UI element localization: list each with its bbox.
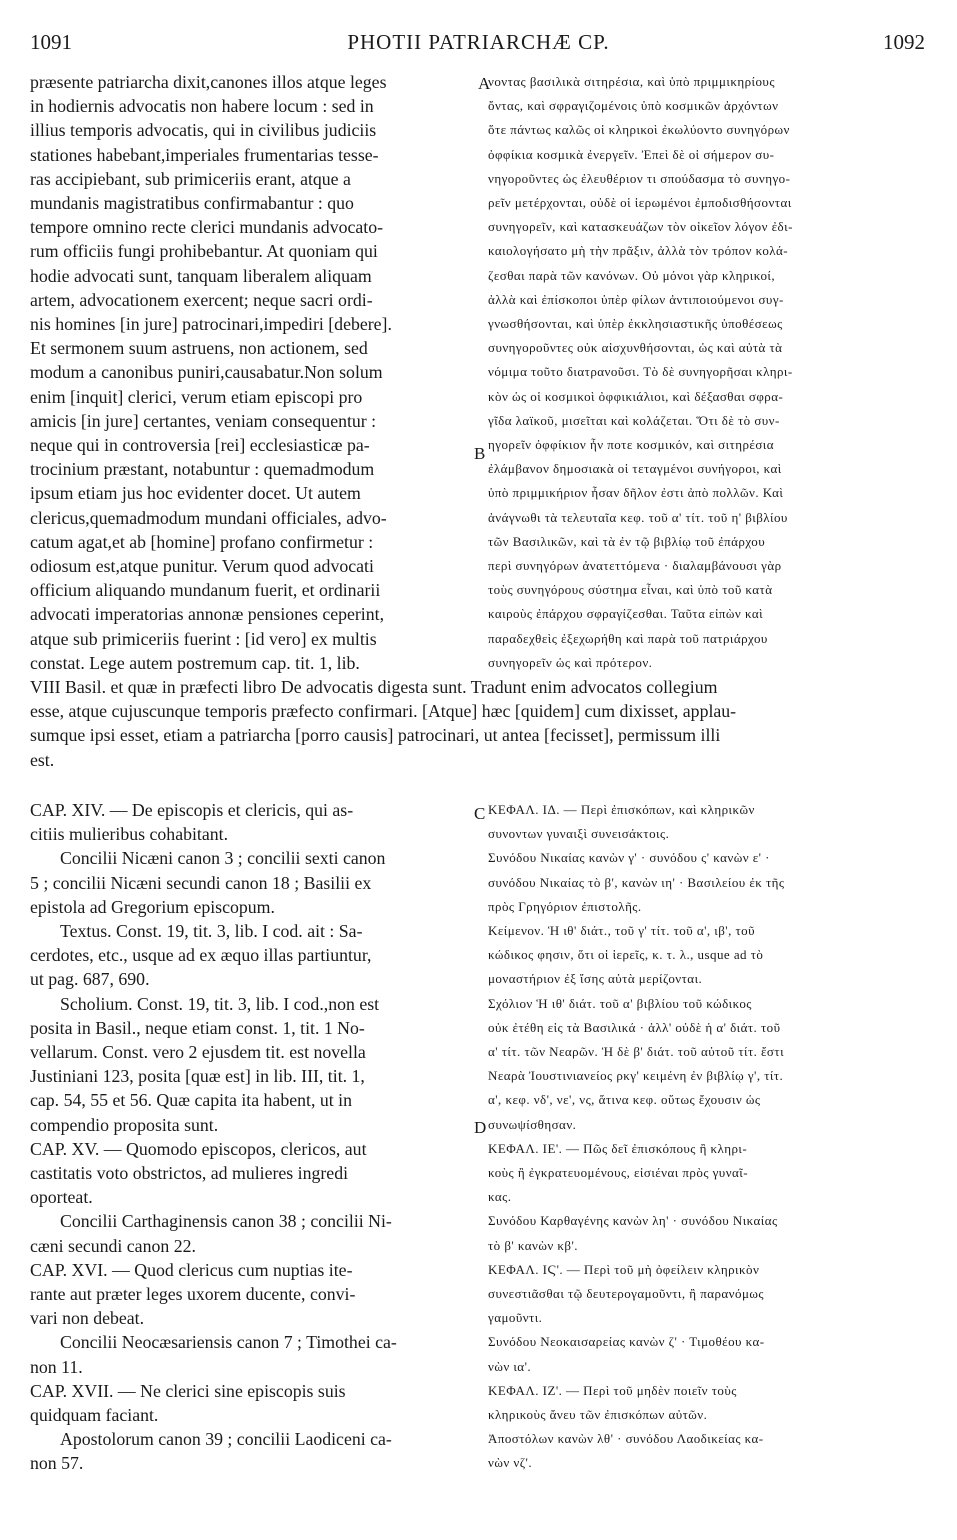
latin-text-line: Scholium. Const. 19, tit. 3, lib. I cod.,non est — [60, 993, 380, 1014]
latin-text-line: mundanis magistratibus confirmabantur : quo — [30, 193, 354, 214]
greek-text-line: γνωσθήσονται, καὶ ὑπὲρ ἐκκλησιαστικῆς ὑποθέσεως — [488, 316, 783, 332]
latin-text-line: 5 ; concilii Nicæni secundi canon 18 ; Basilii ex — [30, 872, 372, 893]
greek-text-line: Συνόδου Καρθαγένης κανὼν λη' · συνόδου Νικαίας — [488, 1213, 778, 1229]
greek-text-line: τὸ β' κανὼν κβ'. — [488, 1237, 578, 1253]
greek-text-line: παραδεχθεὶς ἐξεχωρήθη καὶ παρὰ τοῦ πατριάρχου — [488, 630, 768, 646]
latin-text-line: citiis mulieribus cohabitant. — [30, 824, 229, 845]
latin-text-line: in hodiernis advocatis non habere locum : sed in — [30, 96, 374, 117]
latin-text-line: vellarum. Const. vero 2 ejusdem tit. est novella — [30, 1042, 366, 1063]
latin-text-line: rante aut præter leges uxorem ducente, convi- — [30, 1284, 356, 1305]
latin-text-line: non 11. — [30, 1356, 83, 1377]
greek-text-line: συνόδου Νικαίας τὸ β', κανὼν ιη' · Βασιλείου ἐκ τῆς — [488, 874, 785, 890]
greek-text-line: ΚΕΦΑΛ. ΙΖ'. — Περὶ τοῦ μηδὲν ποιεῖν τοὺς — [488, 1382, 737, 1398]
greek-text-line: ὄντας, καὶ σφραγιζομένοις ὑπὸ κοσμικῶν ἀρχόντων — [488, 98, 779, 114]
greek-text-line: ΚΕΦΑΛ. ΙΕ'. — Πῶς δεῖ ἐπισκόπους ἢ κληρι- — [488, 1140, 748, 1156]
latin-text-line: ras accipiebant, sub primiceriis erant, atque a — [30, 168, 351, 189]
latin-text-line: præsente patriarcha dixit,canones illos atque leges — [30, 72, 387, 92]
greek-text-line: Σχόλιον Ἡ ιθ' διάτ. τοῦ α' βιβλίου τοῦ κώδικος — [488, 995, 752, 1011]
latin-text-line: modum a canonibus puniri,causabatur.Non solum — [30, 362, 383, 383]
greek-text-line: ΚΕΦΑΛ. ΙΔ. — Περὶ ἐπισκόπων, καὶ κληρικῶν — [488, 802, 755, 817]
latin-text-line: oporteat. — [30, 1187, 93, 1208]
greek-text-line: τοὺς συνηγόρους σύστημα εἶναι, καὶ ὑπὸ τοῦ κατὰ — [488, 582, 773, 598]
latin-text-line: quidquam faciant. — [30, 1405, 159, 1426]
latin-column-bottom — [30, 798, 475, 1476]
greek-text-line: ὑπὸ πριμμικήριον ἦσαν δῆλον ἐστι ἀπὸ πολλῶν. Καὶ — [488, 485, 784, 501]
paragraph-text-line: VIII Basil. et quæ in præfecti libro De advocatis digesta sunt. Tradunt enim advocatos collegium — [30, 677, 718, 697]
paragraph-text-line: est. — [30, 749, 55, 770]
latin-text-line: non 57. — [30, 1453, 84, 1474]
greek-text-line: νόμιμα τοῦτο διατρανοῦσι. Τὸ δὲ συνηγορῆσαι κληρι- — [488, 364, 793, 380]
latin-text-line: rum officiis fungi prohibebantur. At quoniam qui — [30, 241, 378, 262]
latin-text-line: artem, advocationem exercent; neque sacri ordi- — [30, 289, 373, 310]
greek-text-line: νηγοροῦντες ὡς ἐλευθέριον τι σπούδασμα τὸ συνηγο- — [488, 170, 791, 186]
greek-text-line: καιροὺς ἐπάρχου σφραγίζεσθαι. Ταῦτα εἰπὼν καὶ — [488, 606, 764, 622]
greek-text-line: ΚΕΦΑΛ. ΙϚ'. — Περὶ τοῦ μὴ ὀφείλειν κληρικὸν — [488, 1261, 760, 1277]
greek-text-line: Ἀποστόλων κανὼν λθ' · συνόδου Λαοδικείας κα- — [488, 1431, 764, 1447]
latin-text-line: odiosum est,atque punitur. Verum quod advocati — [30, 556, 374, 577]
latin-text-line: CAP. XV. — Quomodo episcopos, clericos, aut — [30, 1138, 367, 1159]
latin-text-line: compendio proposita sunt. — [30, 1114, 219, 1135]
latin-text-line: neque qui in controversia [rei] ecclesiasticæ pa- — [30, 435, 370, 456]
greek-text-line: Συνόδου Νεοκαισαρείας κανὼν ζ' · Τιμοθέου κα- — [488, 1334, 765, 1350]
latin-text-line: Textus. Const. 19, tit. 3, lib. I cod. ait : Sa- — [60, 921, 363, 942]
greek-text-line: ζεσθαι παρὰ τῶν κανόνων. Οὐ μόνοι γὰρ κληρικοί, — [488, 267, 776, 283]
greek-text-line: γαμοῦντι. — [488, 1310, 543, 1326]
margin-marker-a: A — [478, 74, 491, 93]
greek-text-line: συνεστιᾶσθαι τῷ δευτερογαμοῦντι, ἢ παρανόμως — [488, 1286, 764, 1302]
latin-text-line: cæni secundi canon 22. — [30, 1235, 196, 1256]
latin-text-line: trocinium præstant, notabuntur : quemadmodum — [30, 459, 375, 480]
greek-text-line: συνηγορεῖν ὡς καὶ πρότερον. — [488, 654, 653, 670]
margin-marker-c: C — [474, 804, 486, 823]
greek-text-line: νὼν νζ'. — [488, 1455, 533, 1471]
latin-text-line: catum agat,et ab [homine] profano confirmetur : — [30, 531, 374, 552]
greek-text-line: κληρικοὺς ἄνευ τῶν ἐπισκόπων αὐτῶν. — [488, 1407, 708, 1423]
latin-text-line: cap. 54, 55 et 56. Quæ capita ita habent, ut in — [30, 1090, 352, 1111]
greek-text-line: α', κεφ. νδ', νε', νς, ἅτινα κεφ. οὕτως ἔχουσιν ὡς — [488, 1092, 761, 1108]
latin-text-line: hodie advocati sunt, tanquam liberalem aliquam — [30, 265, 372, 286]
greek-text-line: ὅτε πάντως καλῶς οἱ κληρικοὶ ἐκωλύοντο συνηγόρων — [488, 122, 790, 138]
greek-text-line: καιολογήσατο μὴ τὴν πρᾶξιν, ἀλλὰ τὸν τρόπον κολά- — [488, 243, 789, 259]
latin-text-line: advocati imperatorias annonæ pensiones ceperint, — [30, 604, 385, 625]
greek-text-line: περὶ συνηγόρων ἀνατεττόμενα · διαλαμβάνουσι γὰρ — [488, 558, 782, 574]
latin-text-line: Concilii Nicæni canon 3 ; concilii sexti canon — [60, 848, 386, 869]
greek-text-line: νοντας βασιλικὰ σιτηρέσια, καὶ ὑπὸ πριμμικηρίους — [488, 74, 775, 89]
greek-text-line: τῶν Βασιλικῶν, καὶ τὰ ἐν τῷ βιβλίῳ τοῦ ἐπάρχου — [488, 533, 766, 549]
left-page-number: 1091 — [30, 30, 72, 54]
greek-text-line: ἀνάγνωθι τὰ τελευταῖα κεφ. τοῦ α' τίτ. τοῦ η' βιβλίου — [488, 509, 788, 525]
margin-marker-d: D — [474, 1118, 487, 1137]
latin-text-line: enim [inquit] clerici, verum etiam episcopi pro — [30, 386, 363, 407]
greek-column-bottom — [488, 798, 928, 1476]
latin-text-line: epistola ad Gregorium episcopum. — [30, 896, 275, 917]
latin-text-line: posita in Basil., neque etiam const. 1, tit. 1 No- — [30, 1017, 365, 1038]
greek-text-line: ἀλλὰ καὶ ἐπίσκοποι ὑπὲρ φίλων ἀντιποιούμενοι συγ- — [488, 291, 784, 307]
latin-text-line: Et sermonem suum astruens, non actionem, sed — [30, 338, 368, 359]
right-page-number: 1092 — [883, 30, 925, 54]
latin-text-line: castitatis voto obstrictos, ad mulieres ingredi — [30, 1163, 349, 1184]
latin-text-line: CAP. XVII. — Ne clerici sine episcopis suis — [30, 1380, 346, 1401]
greek-text-line: συνηγορεῖν, καὶ κατασκευάζων τὸν οἰκεῖον λόγον ἐδι- — [488, 219, 793, 235]
latin-text-line: illius temporis advocatis, qui in civilibus judiciis — [30, 120, 377, 141]
greek-text-line: κας. — [488, 1189, 512, 1205]
greek-text-line: συνοντων γυναιξὶ συνεισάκτοις. — [488, 826, 670, 842]
greek-text-line: ὀφφίκια κοσμικὰ ἐνεργεῖν. Ἐπεὶ δὲ οἱ σήμερον συ- — [488, 146, 775, 162]
greek-text-line: γῖδα λαϊκοῦ, μισεῖται καὶ κολάζεται. Ὅτι δὲ τὸ συν- — [488, 412, 780, 428]
paragraph-text-line: esse, atque cujuscunque temporis præfecto confirmari. [Atque] hæc [quidem] cum dixisset, applau- — [30, 701, 737, 722]
greek-column-top — [488, 70, 928, 675]
greek-text-line: ηγορεῖν ὀφφίκιον ἦν ποτε κοσμικόν, καὶ σιτηρέσια — [488, 437, 774, 453]
latin-text-line: Concilii Neocæsariensis canon 7 ; Timothei ca- — [60, 1332, 397, 1353]
latin-text-line: stationes habebant,imperiales frumentarias tesse- — [30, 144, 379, 165]
greek-text-line: συνωψίσθησαν. — [488, 1116, 577, 1132]
latin-text-line: vari non debeat. — [30, 1308, 145, 1329]
latin-text-line: CAP. XIV. — De episcopis et clericis, qui as- — [30, 800, 354, 820]
greek-text-line: κώδικος φησιν, ὅτι οἱ ἱερεῖς, κ. τ. λ., usque ad τὸ — [488, 947, 764, 963]
latin-text-line: amicis [in jure] certantes, veniam consequentur : — [30, 410, 377, 431]
greek-text-line: μοναστήριον ἐξ ἴσης αὐτὰ μερίζονται. — [488, 971, 703, 987]
latin-text-line: nis homines [in jure] patrocinari,impediri [debere]. — [30, 314, 392, 335]
greek-text-line: Νεαρὰ Ἰουστινιανείος ρκγ' κειμένη ἐν βιβλίῳ γ', τίτ. — [488, 1068, 784, 1084]
greek-text-line: ἐλάμβανον δημοσιακὰ οἱ τεταγμένοι συνήγοροι, καὶ — [488, 461, 782, 477]
greek-text-line: Συνόδου Νικαίας κανὼν γ' · συνόδου ς' κανὼν ε' · — [488, 850, 770, 866]
latin-text-line: CAP. XVI. — Quod clericus cum nuptias ite- — [30, 1259, 353, 1280]
latin-text-line: clericus,quemadmodum mundani officiales, advo- — [30, 507, 387, 528]
greek-text-line: κὸν ὡς οἱ κοσμικοὶ ὀφφικιάλιοι, καὶ δέξασθαι σφρα- — [488, 388, 784, 404]
latin-text-line: cerdotes, etc., usque ad ex æquo illas partiuntur, — [30, 945, 372, 966]
latin-text-line: tempore omnino recte clerici mundanis advocato- — [30, 217, 384, 238]
latin-text-line: Concilii Carthaginensis canon 38 ; concilii Ni- — [60, 1211, 392, 1232]
latin-text-line: officium aliquando mundanum fuerit, et ordinarii — [30, 580, 381, 601]
latin-text-line: Apostolorum canon 39 ; concilii Laodiceni ca- — [60, 1429, 392, 1450]
latin-text-line: constat. Lege autem postremum cap. tit. 1, lib. — [30, 652, 360, 673]
greek-text-line: συνηγοροῦντες οὐκ αἰσχυνθήσονται, ὡς καὶ αὐτὰ τὰ — [488, 340, 783, 356]
greek-text-line: κοὺς ἢ ἐγκρατευομένους, εἰσιέναι πρὸς γυναῖ- — [488, 1165, 749, 1181]
running-title: PHOTII PATRIARCHÆ CP. — [347, 30, 610, 54]
paragraph-text-line: sumque ipsi esset, etiam a patriarcha [porro causis] patrocinari, ut antea [fecisset], permissum illi — [30, 725, 721, 746]
latin-text-line: atque sub primiceriis fuerint : [id vero] ex multis — [30, 628, 377, 649]
full-width-paragraph — [30, 675, 928, 772]
greek-text-line: πρὸς Γρηγόριον ἐπιστολῆς. — [488, 898, 642, 914]
greek-text-line: ρεῖν μετέρχονται, οὐδὲ οἱ ἱερωμένοι ἐμποδισθήσονται — [488, 195, 792, 211]
greek-text-line: οὐκ ἐτέθη εἰς τὰ Βασιλικά · ἀλλ' οὐδὲ ἡ α' διάτ. τοῦ — [488, 1019, 781, 1035]
greek-text-line: νὼν ια'. — [488, 1358, 532, 1374]
greek-text-line: α' τίτ. τῶν Νεαρῶν. Ἡ δὲ β' διάτ. τοῦ αὐτοῦ τίτ. ἔστι — [488, 1044, 785, 1060]
greek-text-line: Κείμενον. Ἡ ιθ' διάτ., τοῦ γ' τίτ. τοῦ α', ιβ', τοῦ — [488, 923, 755, 939]
margin-marker-b: B — [474, 444, 486, 463]
latin-text-line: Justiniani 123, posita [quæ est] in lib. III, tit. 1, — [30, 1066, 365, 1087]
latin-text-line: ipsum etiam jus hoc evidenter docet. Ut autem — [30, 483, 361, 504]
latin-column-top — [30, 70, 475, 675]
latin-text-line: ut pag. 687, 690. — [30, 969, 150, 990]
